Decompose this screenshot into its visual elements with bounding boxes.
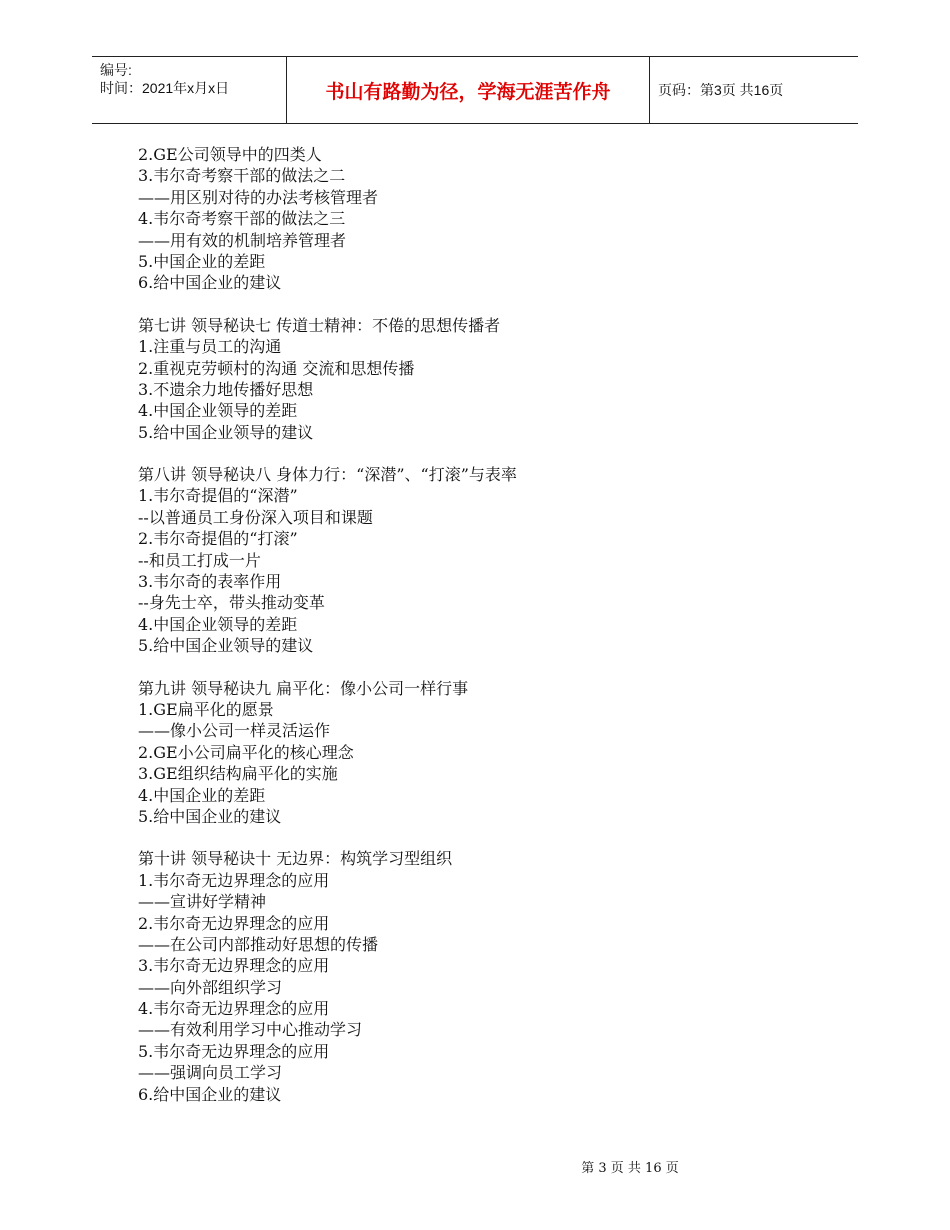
text-line: 5.给中国企业领导的建议 bbox=[138, 422, 314, 442]
text-line: 6.给中国企业的建议 bbox=[138, 273, 282, 293]
text-line: ——向外部组织学习 bbox=[138, 977, 283, 997]
text-line: 1.注重与员工的沟通 bbox=[138, 337, 282, 357]
text-line: 第八讲 领导秘诀八 身体力行：“深潜”、“打滚”与表率 bbox=[138, 465, 517, 485]
text-line: 3.GE组织结构扁平化的实施 bbox=[138, 764, 338, 784]
text-line: 3.韦尔奇的表率作用 bbox=[138, 572, 282, 592]
section-2 bbox=[138, 464, 838, 657]
text-line: 4.中国企业的差距 bbox=[138, 785, 266, 805]
text-line: 第十讲 领导秘诀十 无边界：构筑学习型组织 bbox=[138, 849, 453, 869]
page-header bbox=[92, 56, 858, 124]
text-line: 2.GE公司领导中的四类人 bbox=[138, 145, 322, 164]
text-line: 5.韦尔奇无边界理念的应用 bbox=[138, 1041, 330, 1061]
text-line: 1.韦尔奇提倡的“深潜” bbox=[138, 486, 298, 506]
text-line: 2.韦尔奇无边界理念的应用 bbox=[138, 913, 330, 933]
text-line: ——强调向员工学习 bbox=[138, 1063, 283, 1083]
text-line: --身先士卒，带头推动变革 bbox=[138, 593, 325, 613]
text-line: ——像小公司一样灵活运作 bbox=[138, 721, 331, 741]
section-1 bbox=[138, 315, 838, 443]
header-meta bbox=[92, 57, 286, 123]
text-line: 5.给中国企业的建议 bbox=[138, 806, 282, 826]
text-line: 2.GE小公司扁平化的核心理念 bbox=[138, 742, 354, 762]
section-gap bbox=[138, 827, 838, 848]
text-line: 第九讲 领导秘诀九 扁平化：像小公司一样行事 bbox=[138, 678, 469, 698]
text-line: 1.韦尔奇无边界理念的应用 bbox=[138, 870, 330, 890]
section-gap bbox=[138, 294, 838, 315]
text-line: 3.韦尔奇考察干部的做法之二 bbox=[138, 166, 346, 186]
text-line: 4.韦尔奇无边界理念的应用 bbox=[138, 999, 330, 1019]
text-line: --和员工打成一片 bbox=[138, 550, 261, 570]
text-line: ——在公司内部推动好思想的传播 bbox=[138, 934, 379, 954]
text-line: 5.中国企业的差距 bbox=[138, 251, 266, 271]
text-line: 6.给中国企业的建议 bbox=[138, 1084, 282, 1104]
text-line: 2.韦尔奇提倡的“打滚” bbox=[138, 529, 298, 549]
text-line: --以普通员工身份深入项目和课题 bbox=[138, 507, 373, 527]
header-motto: 书山有路勤为径，学海无涯苦作舟 bbox=[286, 57, 650, 123]
text-line: 第七讲 领导秘诀七 传道士精神：不倦的思想传播者 bbox=[138, 315, 501, 335]
section-4 bbox=[138, 848, 838, 1105]
document-body bbox=[138, 144, 838, 1105]
text-line: 2.重视克劳顿村的沟通 交流和思想传播 bbox=[138, 358, 415, 378]
text-line: 3.韦尔奇无边界理念的应用 bbox=[138, 956, 330, 976]
section-3 bbox=[138, 678, 838, 828]
section-0 bbox=[138, 144, 838, 294]
text-line: 3.不遗余力地传播好思想 bbox=[138, 379, 314, 399]
text-line: ——用区别对待的办法考核管理者 bbox=[138, 187, 379, 207]
section-gap bbox=[138, 443, 838, 464]
header-page-info: 页码：第3页 共16页 bbox=[658, 82, 784, 98]
document-number-label: 编号: bbox=[100, 62, 132, 78]
text-line: 4.中国企业领导的差距 bbox=[138, 401, 298, 421]
text-line: ——有效利用学习中心推动学习 bbox=[138, 1020, 363, 1040]
document-time-label: 时间：2021年x月x日 bbox=[100, 80, 230, 96]
text-line: 1.GE扁平化的愿景 bbox=[138, 699, 274, 719]
text-line: 4.韦尔奇考察干部的做法之三 bbox=[138, 209, 346, 229]
text-line: 4.中国企业领导的差距 bbox=[138, 614, 298, 634]
text-line: 5.给中国企业领导的建议 bbox=[138, 636, 314, 656]
section-gap bbox=[138, 657, 838, 678]
text-line: ——用有效的机制培养管理者 bbox=[138, 230, 347, 250]
page-footer: 第 3 页 共 16 页 bbox=[581, 1161, 679, 1176]
text-line: ——宣讲好学精神 bbox=[138, 892, 267, 912]
